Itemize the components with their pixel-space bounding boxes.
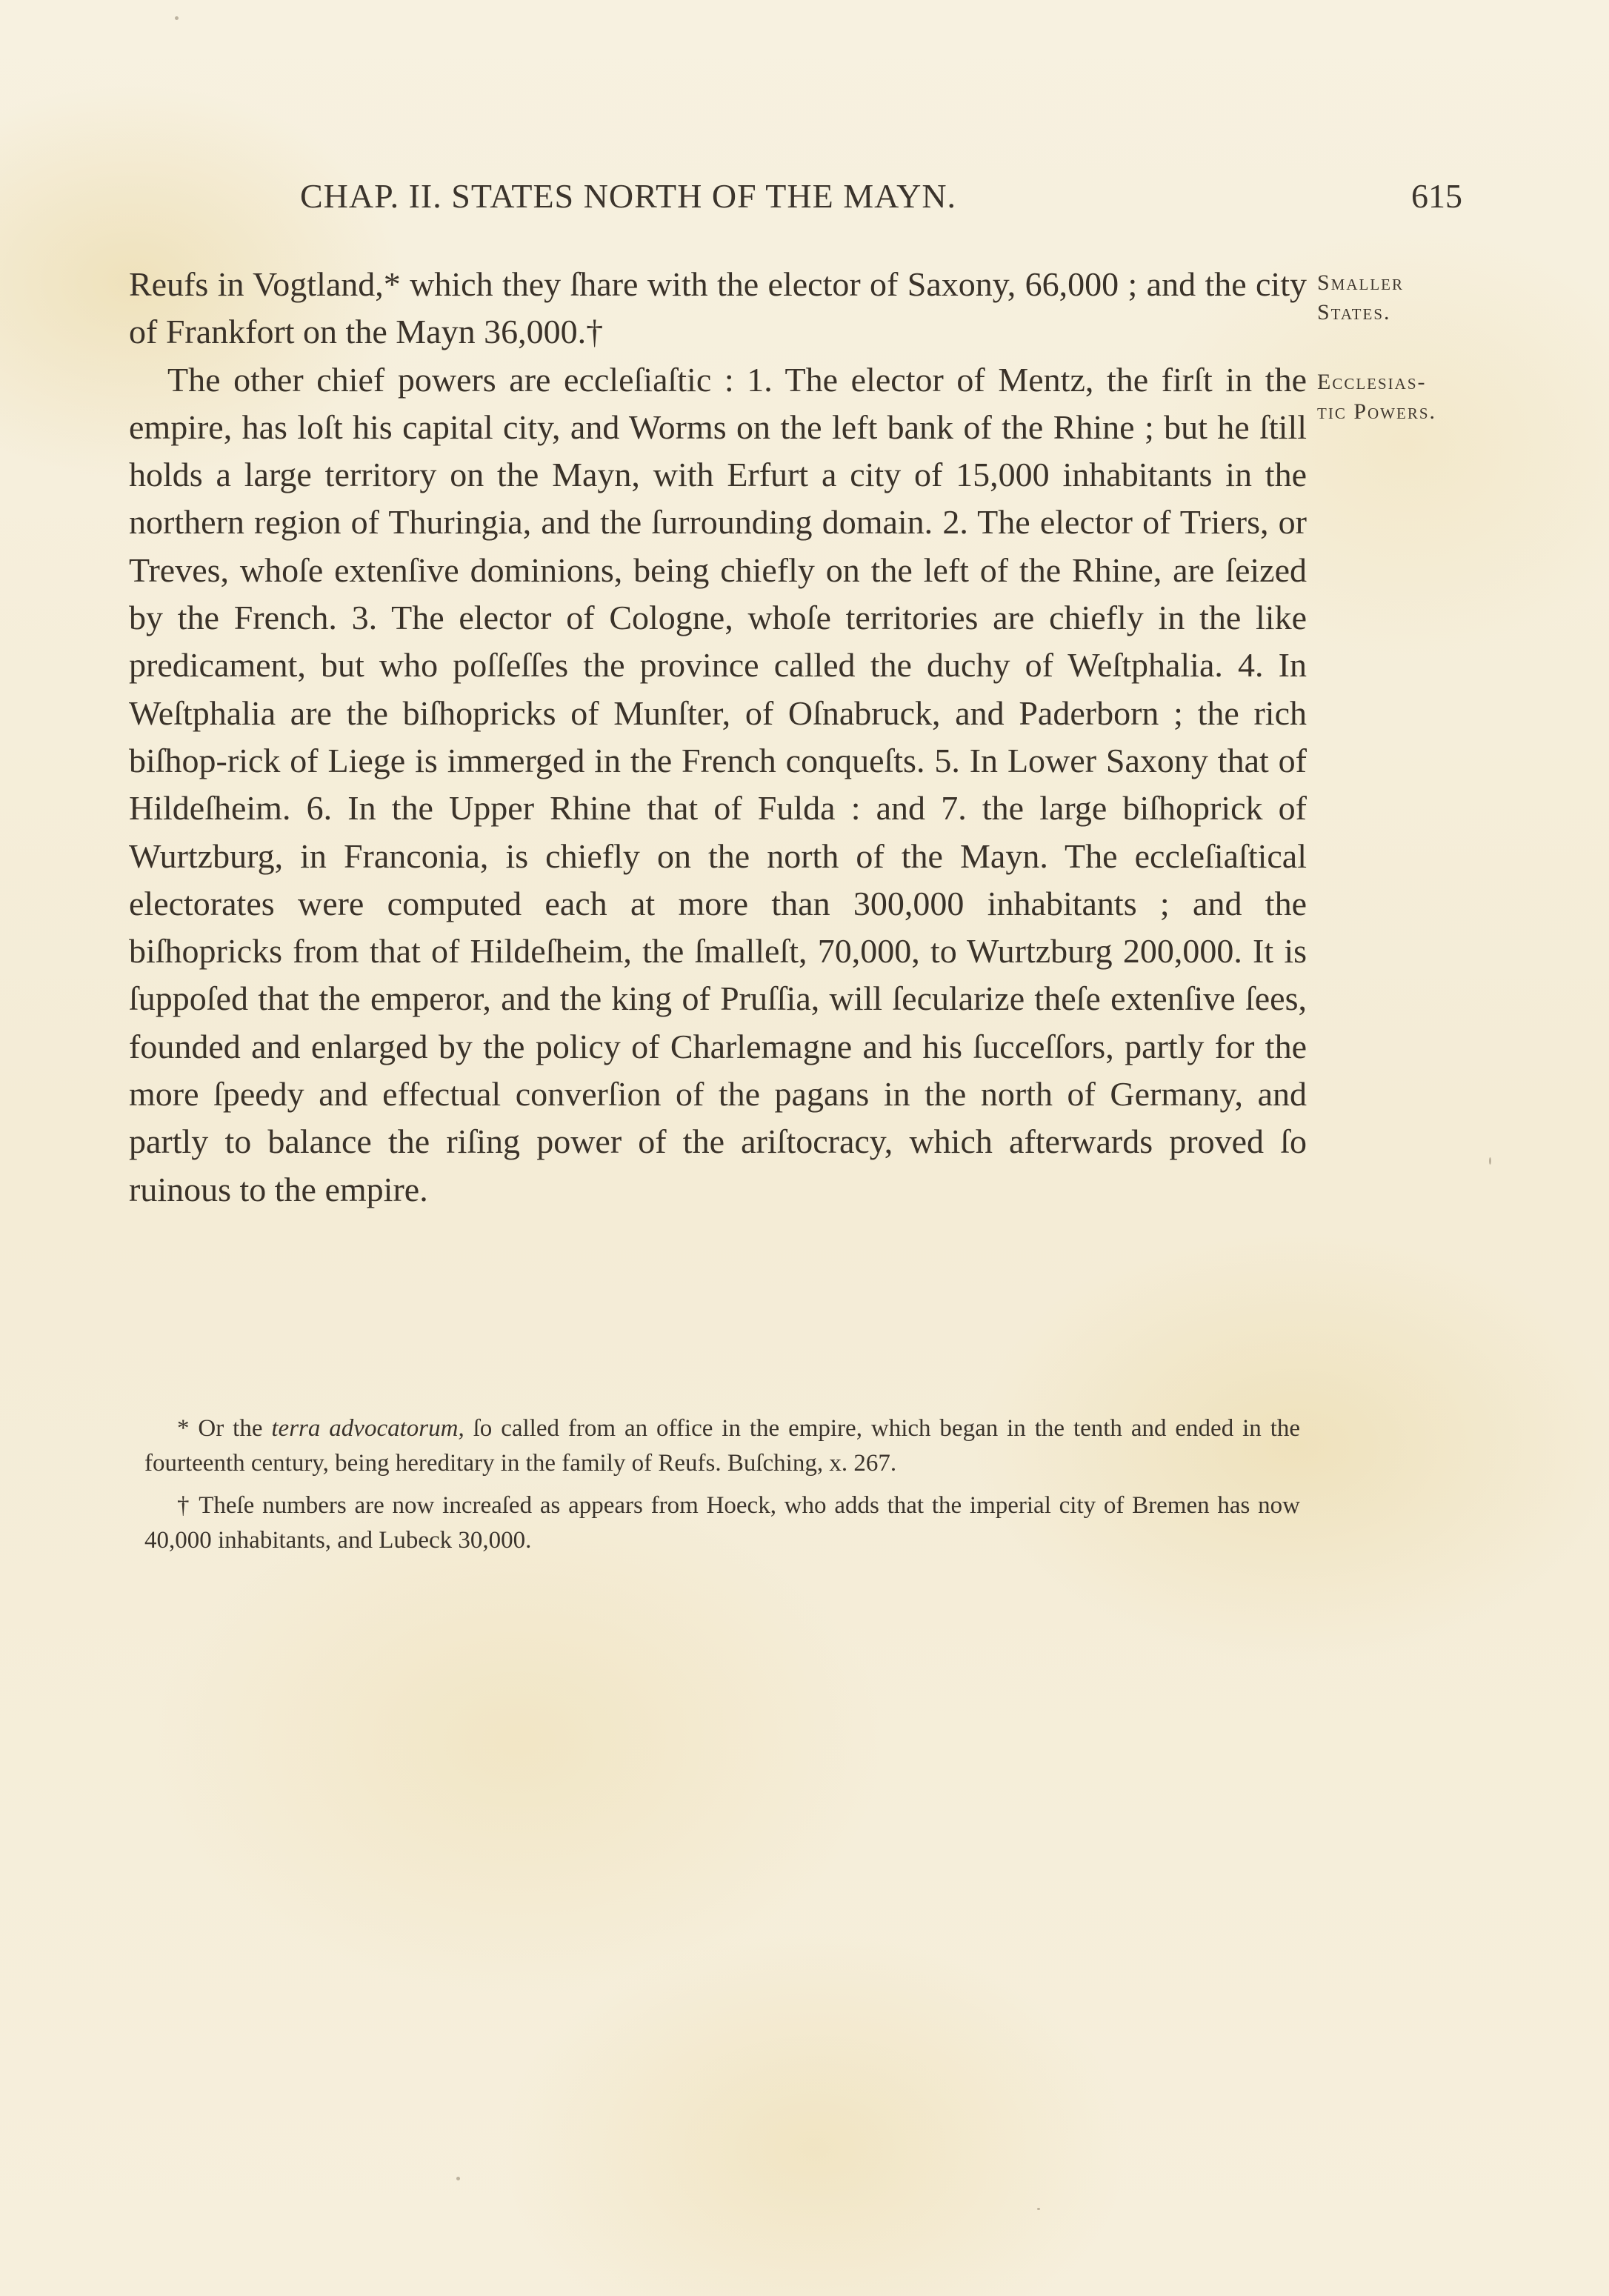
margin-note-smaller-states bbox=[1317, 268, 1404, 327]
running-head bbox=[0, 176, 1609, 228]
paper-speck bbox=[1037, 2208, 1040, 2210]
margin-note-line: Smaller bbox=[1317, 270, 1405, 295]
footnotes bbox=[144, 1411, 1300, 1565]
footnote-text: ſo called from an office in the empire, which began in the tenth and ended in the fourteenth century, being hereditary in the family of Reufs. Buſching, x. 267. bbox=[144, 1415, 1301, 1477]
paper-speck bbox=[175, 16, 179, 20]
footnote-1 bbox=[144, 1411, 1300, 1481]
footnote-italic-term: terra advocatorum, bbox=[271, 1415, 464, 1442]
main-text bbox=[129, 261, 1307, 1214]
chapter-heading: CHAP. II. STATES NORTH OF THE MAYN. bbox=[300, 177, 957, 215]
margin-note-line: States. bbox=[1317, 300, 1391, 325]
paragraph: The other chief powers are eccleſiaſtic : 1. The elector of Mentz, the firſt in the empire, has loſt his capital city, and Worms on the left bank of the Rhine ; but he ſtill holds a large territory on the Mayn, with Erfurt a city of 15,000 inhabitants in the northern region of Thuringia, and the ſurrounding domain. 2. The elector of Triers, or Treves, whoſe extenſive dominions, being chiefly on the left of the Rhine, are ſeized by the French. 3. The elector of Cologne, whoſe territories are chiefly in the like predicament, but who poſſeſſes the province called the duchy of Weſtphalia. 4. In Weſtphalia are the biſhopricks of Munſter, of Oſnabruck, and Paderborn ; the rich biſhop-rick of Liege is immerged in the French conqueſts. 5. In Lower Saxony that of Hildeſheim. 6. In the Upper Rhine that of Fulda : and 7. the large biſhoprick of Wurtzburg, in Franconia, is chiefly on the north of the Mayn. The eccleſiaſtical electorates were computed each at more than 300,000 inhabitants ; and the biſhopricks from that of Hildeſheim, the ſmalleſt, 70,000, to Wurtzburg 200,000. It is ſuppoſed that the emperor, and the king of Pruſſia, will ſecularize theſe extenſive ſees, founded and enlarged by the policy of Charlemagne and his ſucceſſors, partly for the more ſpeedy and effectual converſion of the pagans in the north of Germany, and partly to balance the riſing power of the ariſtocracy, which afterwards proved ſo ruinous to the empire. bbox=[129, 360, 1307, 1208]
footnote-2: † Theſe numbers are now increaſed as appears from Hoeck, who adds that the imperial city of Bremen has now 40,000 inhabitants, and Lubeck 30,000. bbox=[144, 1492, 1300, 1554]
margin-note-ecclesiastic-powers bbox=[1317, 367, 1436, 427]
paragraph: Reufs in Vogtland,* which they ſhare with the elector of Saxony, 66,000 ; and the city of Frankfort on the Mayn 36,000.† bbox=[129, 265, 1307, 351]
page-number: 615 bbox=[1411, 177, 1462, 215]
margin-note-line: tic Powers. bbox=[1317, 399, 1437, 424]
footnote-text: * Or the bbox=[177, 1415, 272, 1442]
paper-speck bbox=[456, 2177, 460, 2180]
paper-speck bbox=[1489, 1157, 1491, 1165]
margin-note-line: Ecclesias- bbox=[1317, 370, 1427, 394]
